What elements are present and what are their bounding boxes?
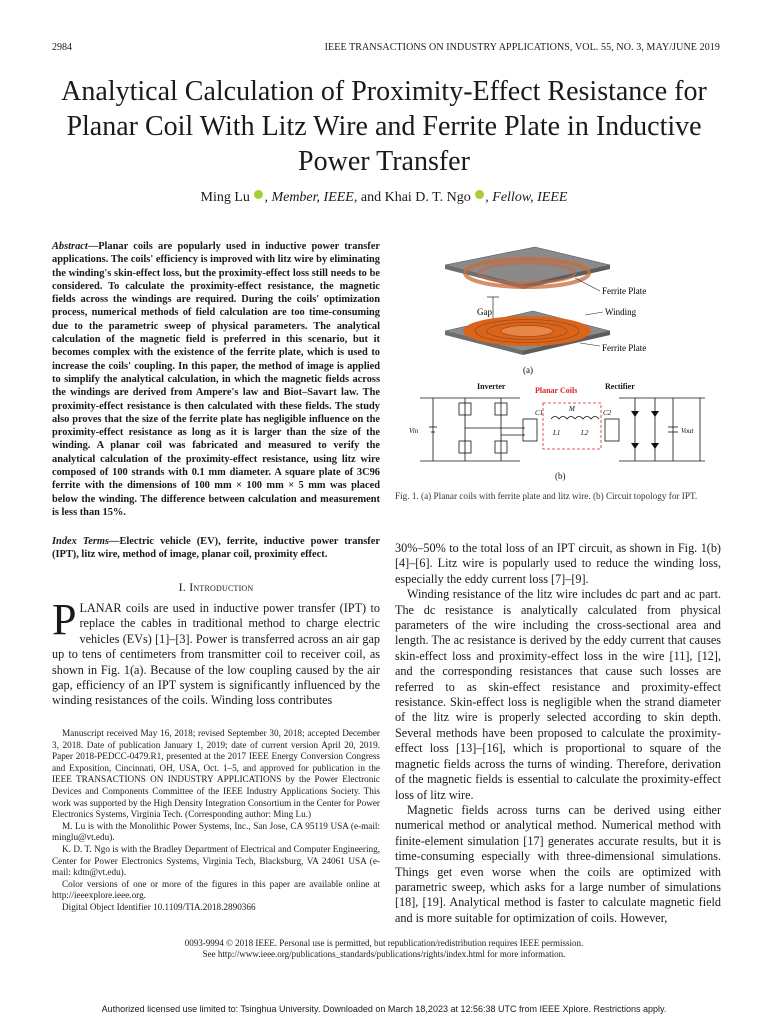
footnote-manuscript: Manuscript received May 16, 2018; revised September 30, 2018; accepted December 3, 2018. Date of publication January 1, 2019; date of current version April 20, 2019. Paper 2018-PEDCC-0479.R1, presented at the 2017 IEEE Energy Conversion Congress and Exposition, Cincinnati, OH, USA, Oct. 1–5, and approved for publication in the IEEE TRANSACTIONS ON INDUSTRY APPLICATIONS by the Power Electronic Devices and Components Committee of the IEEE Industry Applications Society. This work was supported by the High Density Integration Consortium in the Center for Power Electronics Systems, Virginia Tech. (Corresponding author: Ming Lu.) (52, 728, 380, 820)
running-head: IEEE TRANSACTIONS ON INDUSTRY APPLICATIONS, VOL. 55, NO. 3, MAY/JUNE 2019 (324, 42, 720, 53)
orcid-icon[interactable] (254, 190, 263, 199)
figure-1 (405, 243, 721, 488)
label-c1: C1 (535, 409, 544, 417)
orcid-icon[interactable] (475, 190, 484, 199)
inductor-l2 (575, 417, 599, 420)
copyright-notice (52, 938, 716, 961)
section-numeral: I. (178, 580, 190, 594)
author-name-1: Ming Lu (200, 190, 250, 205)
label-vout: Vout (681, 427, 694, 435)
drop-cap: P (52, 595, 77, 644)
label-vin: Vin (409, 427, 419, 435)
label-ferrite-top: Ferrite Plate (602, 286, 647, 296)
author-name-2: Khai D. T. Ngo (384, 190, 471, 205)
label-l2: L2 (581, 429, 589, 437)
label-rectifier: Rectifier (605, 382, 635, 391)
coil-turn-3 (501, 326, 553, 337)
subfigure-b-label: (b) (555, 471, 566, 481)
diode-2 (631, 443, 639, 449)
coil-illustration (445, 247, 646, 375)
label-l1: L1 (553, 429, 561, 437)
diode-3 (651, 411, 659, 417)
intro-paragraph (52, 595, 380, 709)
author-role-1: , Member, IEEE, (264, 190, 358, 205)
footnote-author-1: M. Lu is with the Monolithic Power Systems, Inc., San Jose, CA 95119 USA (e-mail: minglu@vt.edu). (52, 820, 380, 843)
paper-title: Analytical Calculation of Proximity-Effect Resistance for Planar Coil With Litz Wire and Ferrite Plate in Inductive Power Transfer (61, 76, 707, 177)
abstract-text: —Planar coils are popularly used in inductive power transfer applications. The coils' efficiency is improved with litz wire by eliminating the winding's skin-effect loss, but the proximity-effect loss still needs to be considered. To calculate the proximity-effect resistance, the magnetic fields across the windings are required. During the coils' optimization process, numerical methods of field calculation are too time-consuming due to the parametric sweep of physical parameters. The analytical calculation of the magnetic field is preferred in this scenario, but it becomes complex with the existence of the ferrite plate, which is used to increase the coils' coupling. In this paper, the method of image is applied to simplify the analytical calculation, in which the magnetic fields across the windings are derived from Ampere's law and Biot–Savart law. The proximity-effect resistance is then calculated with these fields. The study also proves that the size of the ferrite plate has negligible influence on the proximity-effect resistance as long as it is larger than the size of the winding. A planar coil was fabricated and measured to verify the analytical calculation of the proximity-effect resistance, using litz wire composed of 100 strands with 0.1 mm diameter. A square plate of 3C96 ferrite with the dimensions of 100 mm × 100 mm × 5 mm was placed below the winding. The difference between calculation and measurement is less than 15%. (52, 241, 380, 518)
diode-4 (651, 443, 659, 449)
license-notice: Authorized licensed use limited to: Tsinghua University. Downloaded on March 18,2023 at 12:56:38 UTC from IEEE Xplore. Restrictions apply. (101, 1004, 667, 1014)
label-m: M (569, 405, 575, 413)
diode-1 (631, 411, 639, 417)
label-ferrite-bottom: Ferrite Plate (602, 343, 647, 353)
footnote-author-2: K. D. T. Ngo is with the Bradley Department of Electrical and Computer Engineering, Center for Power Electronics Systems, Virginia Tech, Blacksburg, VA 24061 USA (e-mail: kdtn@vt.edu). (52, 843, 380, 878)
intro-text: coils are used in inductive power transfer (IPT) to replace the cables in traditional method to charge electric vehicles (EVs) [1]–[3]. Power is transferred across an air gap up to tens of centimeters from transmitter coil to receiver coil, as shown in Fig. 1(a). Because of the low coupling caused by the air gap, efficiency of an IPT system is significantly influenced by the winding resistances of the coils. Winding loss contributes (52, 601, 380, 708)
label-c2: C2 (603, 409, 612, 417)
capacitor-c1 (523, 419, 537, 441)
intro-first-word: LANAR (79, 601, 122, 615)
footnote-doi: Digital Object Identifier 10.1109/TIA.2018.2890366 (62, 901, 256, 912)
copyright-line-1: 0093-9994 © 2018 IEEE. Personal use is permitted, but republication/redistribution requires IEEE permission. (184, 938, 584, 948)
label-planar-coils: Planar Coils (535, 386, 578, 395)
author-conjunction: and (357, 190, 385, 205)
page-number: 2984 (52, 42, 72, 53)
inductor-l1 (551, 417, 575, 420)
footnote-color: Color versions of one or more of the figures in this paper are available online at http://ieeexplore.ieee.org. (52, 878, 380, 901)
abstract (52, 240, 380, 519)
figure-caption: Fig. 1. (a) Planar coils with ferrite plate and litz wire. (b) Circuit topology for IPT. (395, 491, 698, 501)
leader-ferrite-bottom (580, 343, 600, 346)
paragraph-winding-resistance: Winding resistance of the litz wire includes dc part and ac part. The dc resistance is analytically calculated from physical parameters of the wire including the cross-sectional area and length. The ac resistance is derived by the eddy current that causes skin-effect loss and proximity-effect loss in the wire [11], [12], and the corresponding resistances that cause such losses are referred to as skin-effect resistance and proximity-effect resistance. Skin-effect loss is negligible when the strand diameter of the litz wire is properly selected according to skin depth. Several methods have been proposed to calculate the proximity-effect loss [13]–[16], which is proportional to square of the magnetic fields across the turns of winding. Therefore, derivation of the magnetic fields is essential to calculate the proximity-effect loss of litz wire. (395, 587, 721, 802)
author-role-2: , Fellow, IEEE (485, 190, 568, 205)
index-terms (52, 535, 380, 562)
paragraph-continued: 30%–50% to the total loss of an IPT circuit, as shown in Fig. 1(b) [4]–[6]. Litz wire is popularly used to reduce the winding loss, especially the eddy current loss [7]–[9]. (395, 541, 721, 586)
subfigure-a-label: (a) (523, 365, 533, 375)
leader-winding (585, 312, 603, 315)
label-inverter: Inverter (477, 382, 506, 391)
leader-ferrite-top (575, 278, 600, 291)
index-terms-lead: Index Terms (52, 536, 110, 547)
author-line (52, 190, 716, 206)
abstract-lead: Abstract (52, 241, 88, 252)
section-heading (52, 580, 380, 595)
index-terms-text: —Electric vehicle (EV), ferrite, inductive power transfer (IPT), litz wire, method of image, planar coil, proximity effect. (52, 536, 380, 561)
paragraph-magnetic-fields: Magnetic fields across turns can be derived using either numerical method or analytical method. Numerical method with finite-element simulation [17] generates accurate results, but it is time-consuming especially with three-dimensional simulations. Things get even worse when the coils are optimized with parametric sweep, which asks for a large number of simulations [18], [19]. Analytical method is faster to calculate magnetic field and is more suitable for optimization of coils. However, (395, 802, 721, 925)
footnotes (52, 728, 380, 914)
capacitor-c2 (605, 419, 619, 441)
section-title: Introduction (189, 580, 254, 594)
label-winding: Winding (605, 307, 637, 317)
circuit-diagram (409, 382, 705, 481)
copyright-line-2: See http://www.ieee.org/publications_standards/publications/rights/index.html for more information. (202, 949, 566, 960)
right-column-text (395, 541, 721, 926)
label-gap: Gap (477, 307, 492, 317)
